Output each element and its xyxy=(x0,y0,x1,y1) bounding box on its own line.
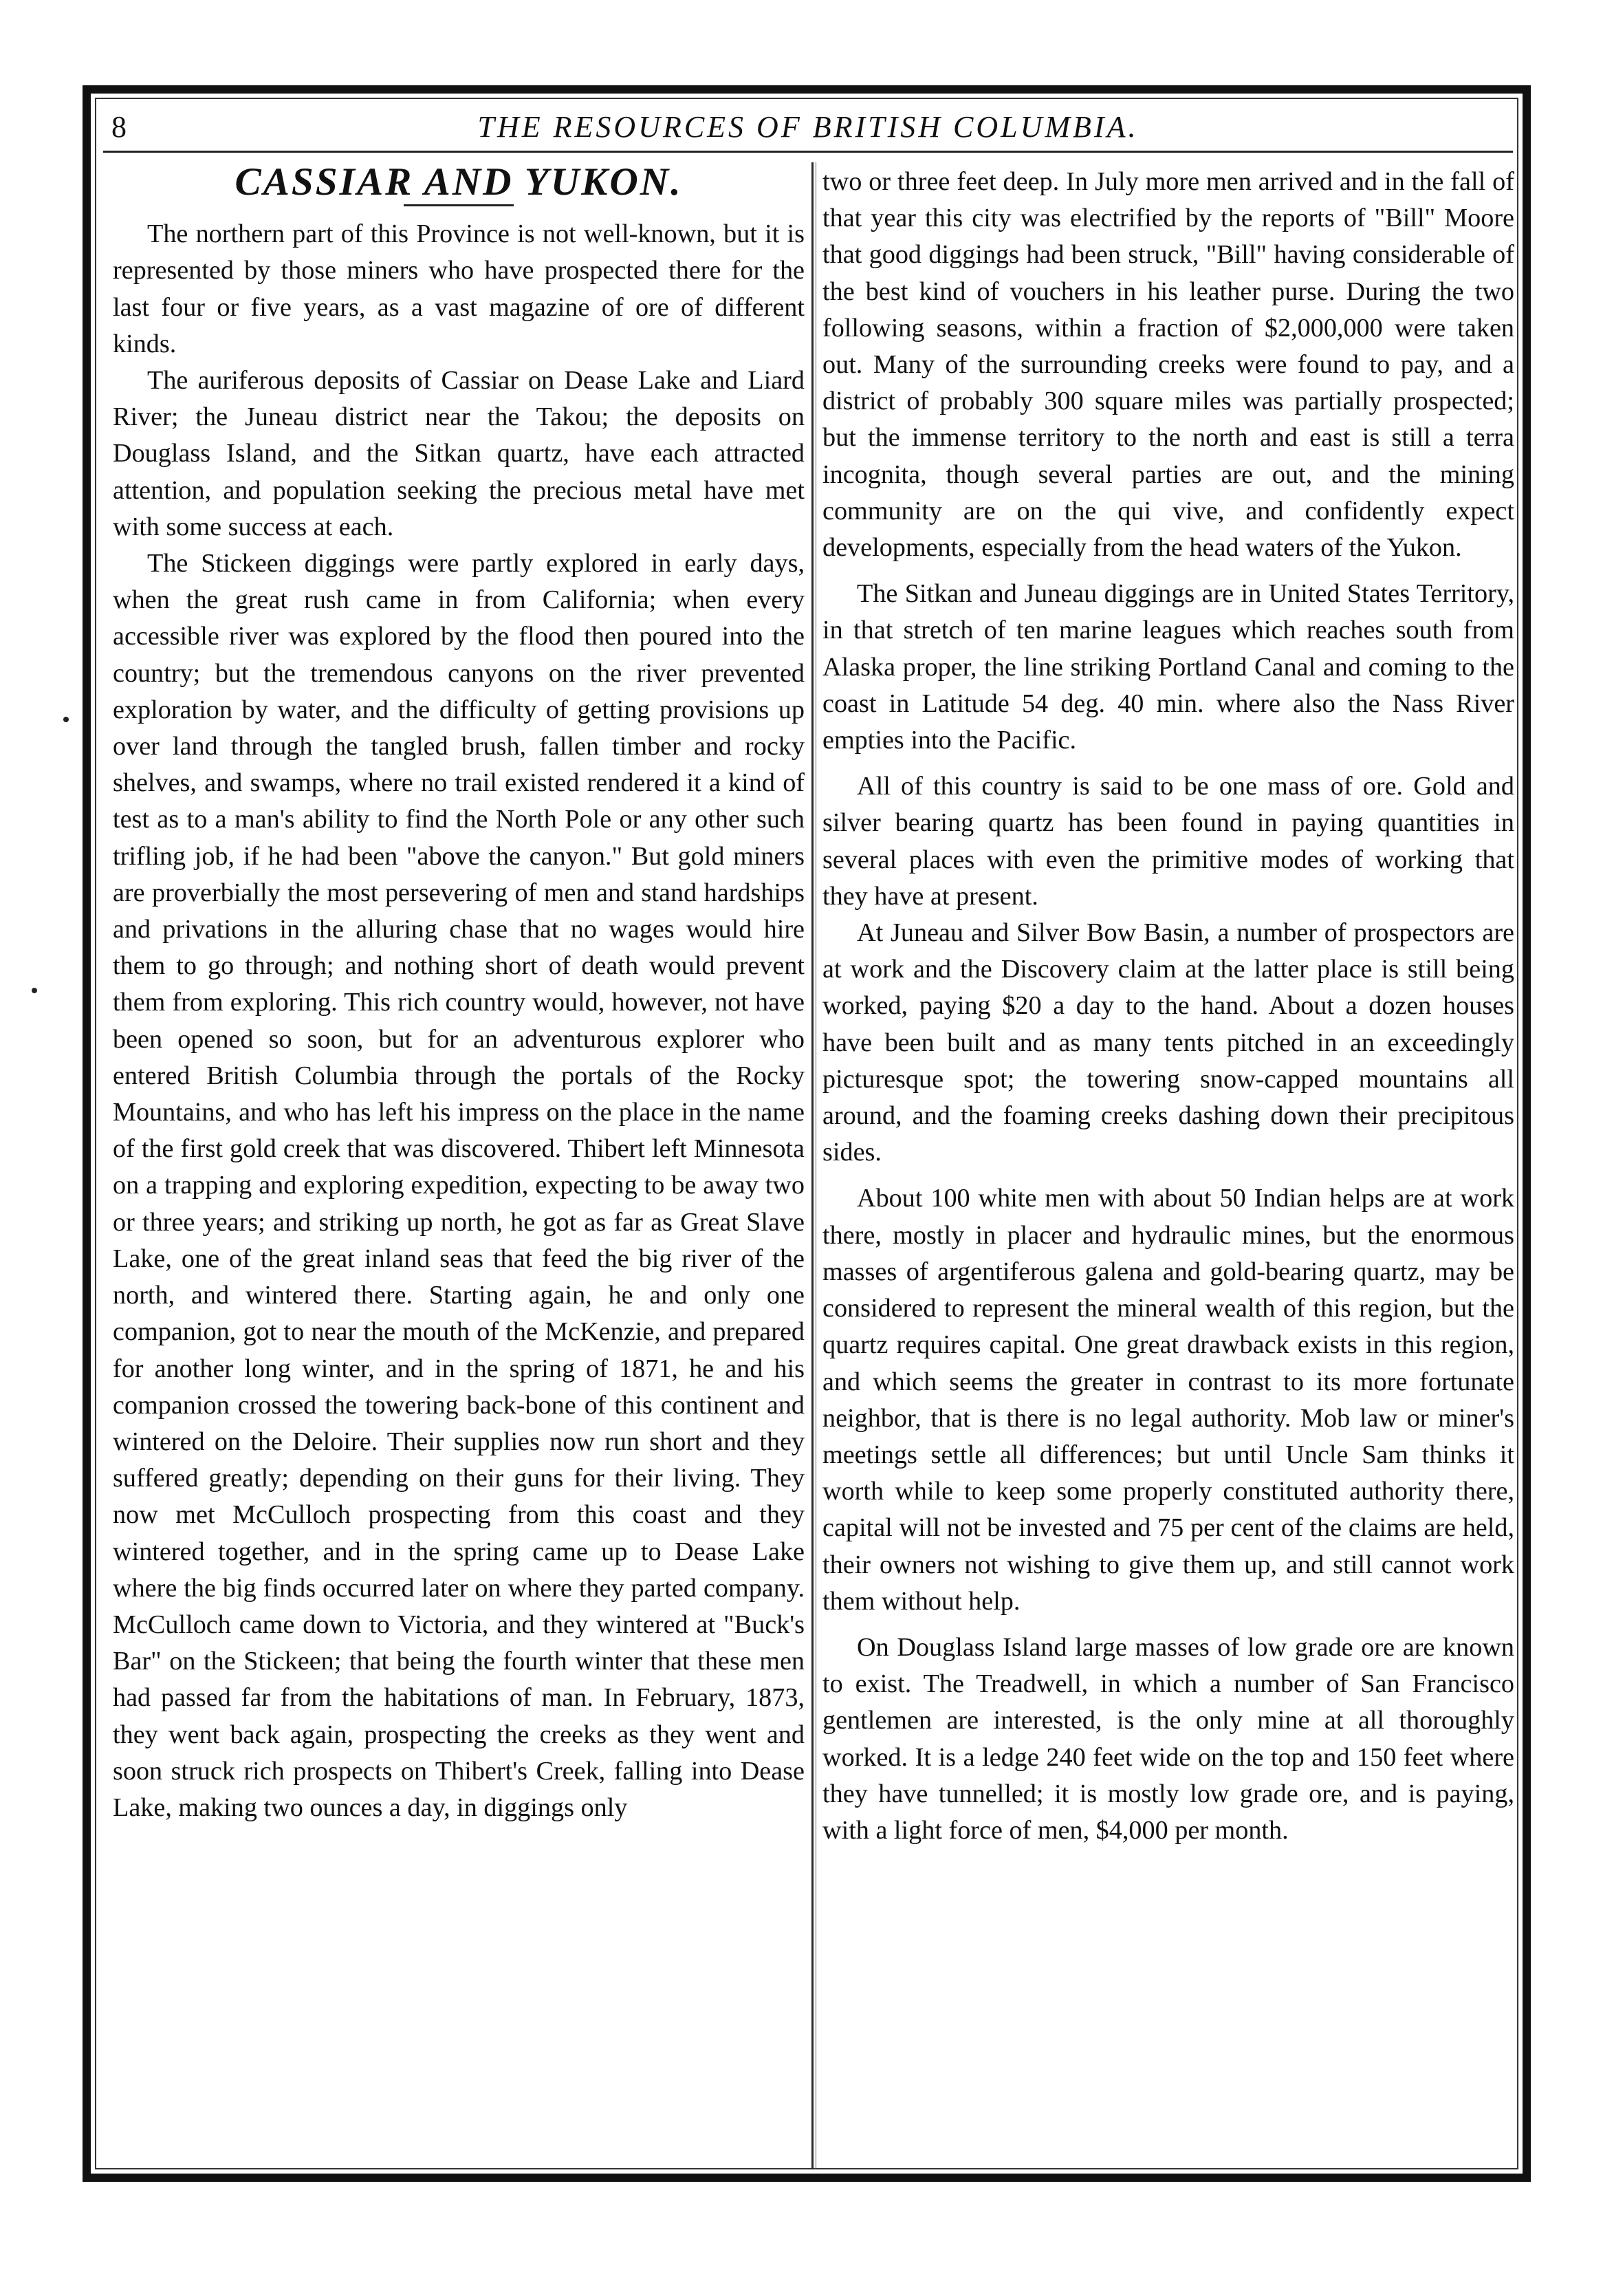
paragraph: The northern part of this Province is not well-known, but it is represented by those miners who have prospected there for the last four or five years, as a vast magazine of ore of different kinds. xyxy=(113,219,805,358)
right-column xyxy=(822,164,1514,1849)
page-number: 8 xyxy=(111,110,127,144)
column-divider xyxy=(811,162,814,2169)
journal-title: THE RESOURCES OF BRITISH COLUMBIA. xyxy=(477,110,1139,144)
paragraph: All of this country is said to be one mass of ore. Gold and silver bearing quartz has been found in paying quantities in several places with even the primitive modes of working that they have at present. xyxy=(822,772,1514,911)
paragraph: About 100 white men with about 50 Indian helps are at work there, mostly in placer and hydraulic mines, but the enormous masses of argentiferous galena and gold-bearing quartz, may be considered to represent the mineral wealth of this region, but the quartz requires capital. One great drawback exists in this region, and which seems the greater in contrast to its more fortunate neighbor, that is there is no legal authority. Mob law or miner's meetings settle all differences; but until Uncle Sam thinks it worth while to keep some properly constituted authority there, capital will not be invested and 75 per cent of the claims are held, their owners not wishing to give them up, and still cannot work them without help. xyxy=(822,1184,1514,1616)
paragraph: two or three feet deep. In July more men arrived and in the fall of that year this city was electrified by the reports of "Bill" Moore that good diggings had been struck, "Bill" having considerable of the best kind of vouchers in his leather purse. During the two following seasons, within a fraction of $2,000,000 were taken out. Many of the surrounding creeks were found to pay, and a district of probably 300 square miles was partially prospected; but the immense territory to the north and east is still a terra incognita, though several parties are out, and the mining community are on the qui vive, and confidently expect developments, especially from the head waters of the Yukon. xyxy=(822,167,1514,563)
title-rule xyxy=(404,204,514,206)
paragraph: At Juneau and Silver Bow Basin, a number of prospectors are at work and the Discovery claim at the latter place is still being worked, paying $20 a day to the hand. About a dozen houses have been built and as many tents pitched in an exceedingly picturesque spot; the towering snow-capped mountains all around, and the foaming creeks dashing down their precipitous sides. xyxy=(822,918,1514,1167)
stray-ink-mark xyxy=(32,988,37,993)
running-header xyxy=(103,103,1513,153)
article-title: CASSIAR AND YUKON. xyxy=(235,160,683,204)
left-column xyxy=(113,160,805,1826)
paragraph: The auriferous deposits of Cassiar on Dease Lake and Liard River; the Juneau district near the Takou; the deposits on Douglass Island, and the Sitkan quartz, have each attracted attention, and population seeking the precious metal have met with some success at each. xyxy=(113,366,805,541)
paragraph: The Sitkan and Juneau diggings are in United States Territory, in that stretch of ten marine leagues which reaches south from Alaska proper, the line striking Portland Canal and coming to the coast in Latitude 54 deg. 40 min. where also the Nass River empties into the Pacific. xyxy=(822,579,1514,755)
paragraph: On Douglass Island large masses of low grade ore are known to exist. The Treadwell, in which a number of San Francisco gentlemen are interested, is the only mine at all thoroughly worked. It is a ledge 240 feet wide on the top and 150 feet where they have tunnelled; it is mostly low grade ore, and is paying, with a light force of men, $4,000 per month. xyxy=(822,1632,1514,1845)
stray-ink-mark xyxy=(63,717,69,722)
paragraph: The Stickeen diggings were partly explored in early days, when the great rush came in from California; when every accessible river was explored by the flood then poured into the country; but the tremendous canyons on the river prevented exploration by water, and the difficulty of getting provisions up over land through the tangled brush, fallen timber and rocky shelves, and swamps, where no trail existed rendered it a kind of test as to a man's ability to find the North Pole or any other such trifling job, if he had been "above the canyon." But gold miners are proverbially the most persevering of men and stand hardships and privations in the alluring chase that no wages would hire them to go through; and nothing short of death would prevent them from exploring. This rich country would, however, not have been opened so soon, but for an adventurous explorer who entered British Columbia through the portals of the Rocky Mountains, and who has left his impress on the place in the name of the first gold creek that was discovered. Thibert left Minnesota on a trapping and exploring expedition, expecting to be away two or three years; and striking up north, he got as far as Great Slave Lake, one of the great inland seas that feed the big river of the north, and wintered there. Starting again, he and only one companion, got to near the mouth of the McKenzie, and prepared for another long winter, and in the spring of 1871, he and his companion crossed the towering back-bone of this continent and wintered on the Deloire. Their supplies now run short and they suffered greatly; depending on their guns for their living. They now met McCulloch prospecting from this coast and they wintered together, and in the spring came up to Dease Lake where the big finds occurred later on where they parted company. McCulloch came down to Victoria, and they wintered at "Buck's Bar" on the Stickeen; that being the fourth winter that these men had passed far from the habitations of man. In February, 1873, they went back again, prospecting the creeks as they went and soon struck rich prospects on Thibert's Creek, falling into Dease Lake, making two ounces a day, in diggings only xyxy=(113,549,805,1822)
